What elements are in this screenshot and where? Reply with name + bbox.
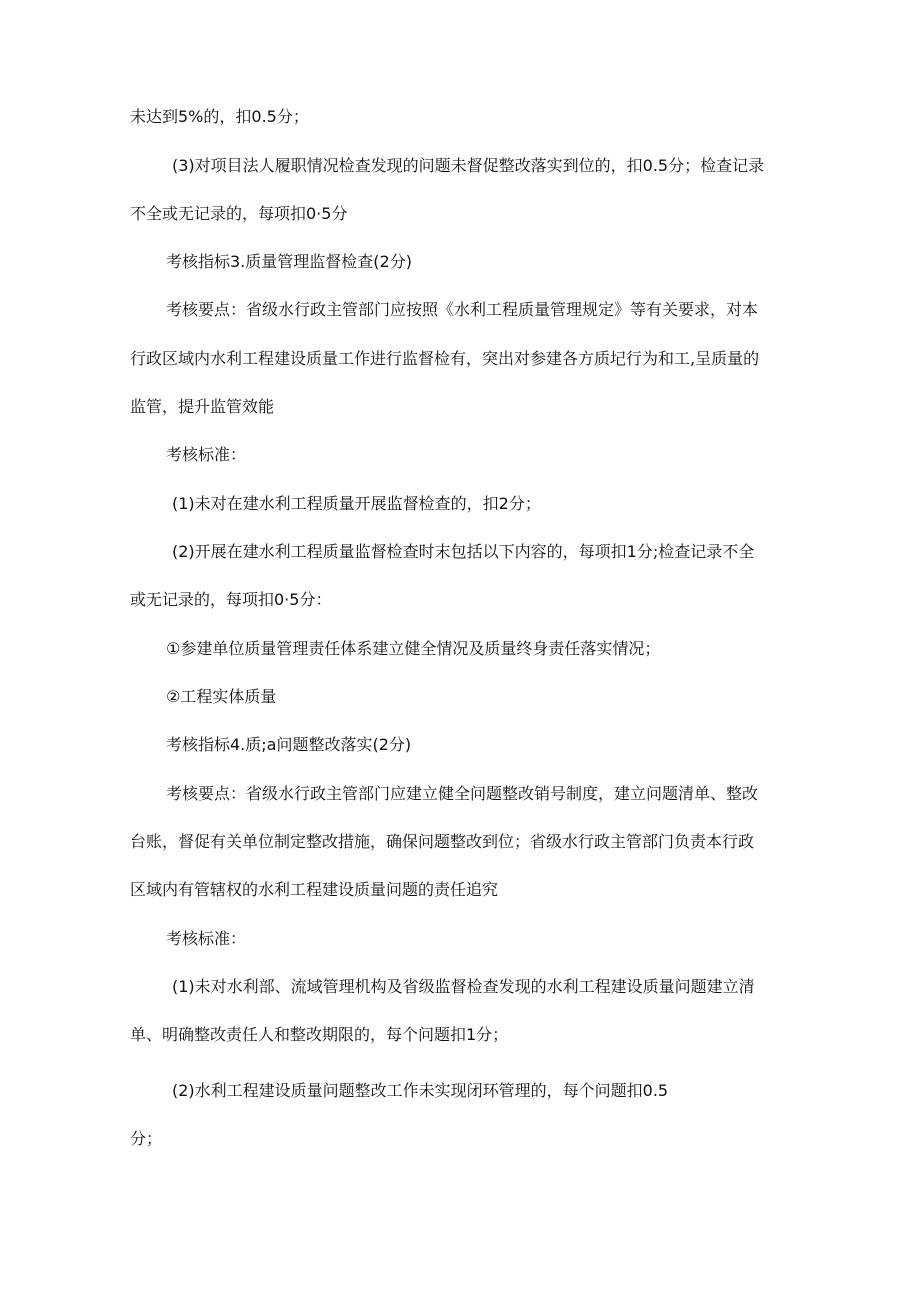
text-line: ①参建单位质量管理责任体系建立健全情况及质量终身责任落实情况； bbox=[166, 639, 661, 658]
text-line: 台账，督促有关单位制定整改措施，确保问题整改到位；省级水行政主管部门负责本行政 bbox=[130, 832, 755, 851]
text-line: 单、明确整改责任人和整改期限的，每个问题扣1分； bbox=[130, 1025, 509, 1044]
text-line: 分； bbox=[130, 1129, 163, 1148]
text-line: 考核要点：省级水行政主管部门应按照《水利工程质量管理规定》等有关要求，对本 bbox=[166, 300, 759, 319]
text-line: (2)开展在建水利工程质量监督检查时末包括以下内容的，每项扣1分;检查记录不全 bbox=[172, 542, 755, 561]
text-line: (1)未对在建水利工程质量开展监督检查的，扣2分； bbox=[172, 494, 541, 513]
text-line: 考核标准： bbox=[166, 445, 247, 464]
heading-indicator-3: 考核指标3.质量管理监督检查(2分) bbox=[166, 252, 412, 271]
text-line: ②工程实体质量 bbox=[166, 687, 277, 706]
text-line: 未达到5%的，扣0.5分； bbox=[130, 107, 309, 126]
text-line: 监管，提升监管效能 bbox=[130, 397, 275, 416]
text-line: 不全或无记录的，每项扣0·5分 bbox=[130, 204, 348, 223]
text-line: (3)对项目法人履职情况检查发现的问题未督促整改落实到位的，扣0.5分；检查记录 bbox=[172, 156, 765, 175]
text-line: 或无记录的，每项扣0·5分： bbox=[130, 590, 332, 609]
text-line: 考核标准： bbox=[166, 929, 247, 948]
heading-indicator-4: 考核指标4.质;a问题整改落实(2分) bbox=[166, 735, 412, 754]
text-line: 区域内有管辖权的水利工程建设质量问题的责任追究 bbox=[130, 880, 499, 899]
text-line: (1)未对水利部、流域管理机构及省级监督检查发现的水利工程建设质量问题建立清 bbox=[172, 977, 755, 996]
text-line: 考核要点：省级水行政主管部门应建立健全问题整改销号制度，建立问题清单、整改 bbox=[166, 784, 759, 803]
text-line: (2)水利工程建设质量问题整改工作未实现闭环管理的，每个问题扣0.5 bbox=[172, 1081, 669, 1100]
text-line: 行政区域内水利工程建设质量工作进行监督检有，突出对参建各方质圮行为和工,呈质量的 bbox=[130, 349, 760, 368]
